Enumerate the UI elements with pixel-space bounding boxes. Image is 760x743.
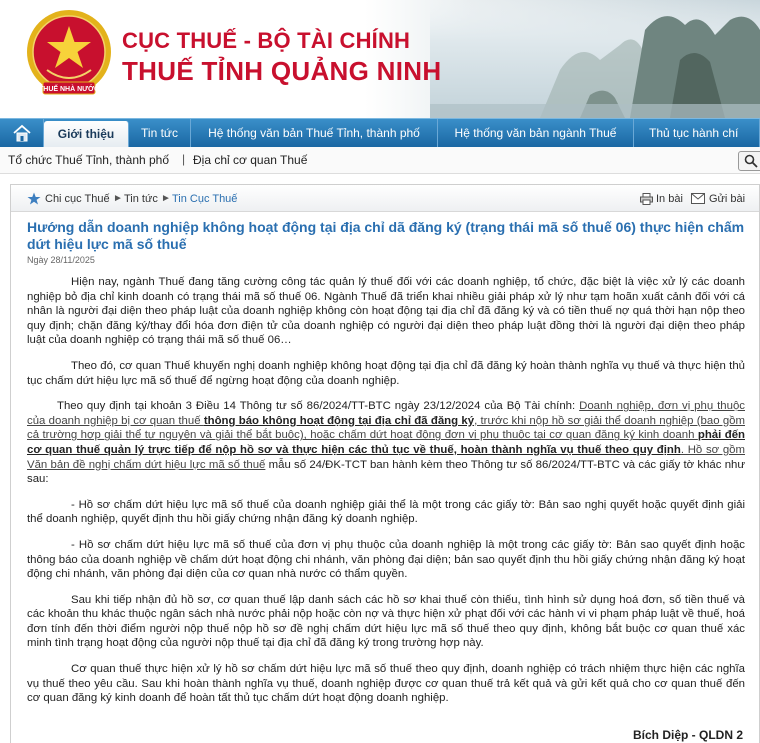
send-link[interactable]: Gửi bài bbox=[709, 193, 746, 205]
article-title: Hướng dẫn doanh nghiệp không hoạt động tại địa chỉ dã đăng ký (trạng thái mã số thuế 06) thực hiện chấm dứt hiệu lực mã số thuế bbox=[27, 219, 745, 252]
subnav-item-to-chuc[interactable]: Tổ chức Thuế Tỉnh, thành phố bbox=[8, 153, 170, 167]
breadcrumb-arrow-icon: ► bbox=[113, 193, 123, 204]
home-icon bbox=[12, 124, 32, 142]
svg-text:THUẾ NHÀ NƯỚC: THUẾ NHÀ NƯỚC bbox=[39, 86, 99, 93]
breadcrumb-arrow-icon: ► bbox=[161, 193, 171, 204]
article-signature: Bích Diệp - QLDN 2 bbox=[632, 728, 743, 742]
ha-long-bay-scenery-image bbox=[430, 0, 760, 118]
paragraph-7: Cơ quan thuế thực hiện xử lý hồ sơ chấm dứt hiệu lực mã số thuế theo quy định, doanh nghiệp có trách nhiệm thực hiện các nghĩa vụ thuế theo yêu cầu. Sau khi hoàn thành nghĩa vụ thuế, doanh nghiệp được cơ quan thuế trả kết quả và gửi kết quả cho cơ quan thuế đến cơ quan đăng ký kinh doanh để hoàn tất thủ tục chấm dứt hoạt động doanh nghiệp. bbox=[27, 663, 745, 705]
header-banner bbox=[0, 0, 760, 118]
search-icon bbox=[744, 154, 758, 168]
paragraph-4: - Hồ sơ chấm dứt hiệu lực mã số thuế của doanh nghiệp giải thể là một trong các giấy tờ: Bản sao nghị quyết hoặc quyết định giải thể doanh nghiệp, quyết định thu hồi giấy chứng nhận đăng ký doanh nghiệp. bbox=[27, 498, 745, 526]
search-button[interactable] bbox=[738, 151, 760, 171]
nav-tab-tin-tuc[interactable]: Tin tức bbox=[129, 119, 191, 147]
print-link[interactable]: In bài bbox=[656, 193, 683, 205]
org-name-line1: CỤC THUẾ - BỘ TÀI CHÍNH bbox=[122, 28, 411, 53]
paragraph-6: Sau khi tiếp nhận đủ hồ sơ, cơ quan thuế lập danh sách các hồ sơ khai thuế còn thiếu, tình hình sử dụng hoá đơn, số tiền thuế và các khoản thu khác thuộc ngân sách nhà nước phải nộp hoặc còn nợ và thực hiện xử phạt đối với các hành vi vi phạm pháp luật về thuế, hoá đơn tính đến thời điểm người nộp thuế nộp hồ sơ đề nghị chấm dứt hiệu lực mã số thuế theo quy định, không bắt buộc cơ quan thuế xác minh tình trạng hoạt động của người nộp thuế tại địa chỉ đã đăng ký trong trường hợp này. bbox=[27, 593, 745, 650]
printer-icon[interactable] bbox=[640, 193, 653, 205]
tax-emblem-logo bbox=[25, 8, 113, 104]
breadcrumb-tin-cuc-thue[interactable]: Tin Cục Thuế bbox=[172, 193, 238, 205]
article-body bbox=[27, 275, 745, 717]
subnav-item-dia-chi[interactable]: Địa chỉ cơ quan Thuế bbox=[193, 153, 308, 167]
p3-quoted-bold-a[interactable]: thông báo không hoạt động tại địa chỉ đã đăng ký bbox=[203, 414, 475, 427]
star-icon bbox=[27, 192, 41, 205]
home-button[interactable] bbox=[0, 119, 44, 147]
nav-tab-gioi-thieu[interactable]: Giới thiệu bbox=[44, 121, 129, 147]
article-frame bbox=[10, 184, 760, 743]
org-name-line2: THUẾ TỈNH QUẢNG NINH bbox=[122, 56, 442, 86]
paragraph-5: - Hồ sơ chấm dứt hiệu lực mã số thuế của đơn vị phụ thuộc của doanh nghiệp là một trong các giấy tờ: Bản sao quyết định hoặc thông báo của doanh nghiệp về chấm dứt hoạt động chi nhánh, văn phòng đại diện; bản sao quyết định thu hồi giấy chứng nhận đăng ký hoạt động chi nhánh, văn phòng đại diện của cơ quan nhà nước có thẩm quyền. bbox=[27, 538, 745, 581]
breadcrumb-tin-tuc[interactable]: Tin tức bbox=[124, 193, 158, 205]
nav-tab-van-ban-tinh[interactable]: Hệ thống văn bản Thuế Tỉnh, thành phố bbox=[191, 119, 438, 147]
p3-quoted-link-a[interactable]: Doanh nghiệp, đơn vị phụ thuộc của doanh nghiệp bị cơ quan thuế bbox=[27, 400, 745, 427]
nav-tab-thu-tuc[interactable]: Thủ tục hành chí bbox=[634, 119, 760, 147]
sub-nav bbox=[0, 147, 760, 174]
nav-tab-van-ban-nganh[interactable]: Hệ thống văn bản ngành Thuế bbox=[438, 119, 634, 147]
p3-quoted-link-c[interactable]: . Hồ sơ gồm Văn bản đề nghị chấm dứt hiệu lực mã số thuế bbox=[27, 443, 745, 471]
p3-quoted-bold-b[interactable]: phải đến cơ quan thuế quản lý trực tiếp để nộp hồ sơ và thực hiện các thủ tục về thuế, hoàn thành nghĩa vụ thuế theo quy định bbox=[27, 429, 745, 456]
p3-quoted-link-b[interactable]: , trước khi nộp hồ sơ giải thể doanh nghiệp (bao gồm cả trường hợp giải thể tự nguyện và giải thể bắt buộc), hoặc chấm dứt hoạt động đơn vị phụ thuộc tại cơ quan đăng ký kinh doanh bbox=[27, 414, 745, 442]
article-date: Ngày 28/11/2025 bbox=[27, 255, 95, 265]
p3-lead: Theo quy định tại khoản 3 Điều 14 Thông tư số 86/2024/TT-BTC ngày 23/12/2024 của Bộ Tài chính: bbox=[57, 400, 580, 413]
main-nav bbox=[0, 118, 760, 147]
breadcrumb bbox=[11, 185, 759, 212]
email-icon[interactable] bbox=[691, 193, 705, 204]
paragraph-2: Theo đó, cơ quan Thuế khuyến nghị doanh nghiệp không hoạt động tại địa chỉ đã đăng ký hoàn thành nghĩa vụ thuế và thực hiện thủ tục chấm dứt hiệu lực mã số thuế để ngừng hoạt động của doanh nghiệp. bbox=[27, 359, 745, 387]
p3-tail: mẫu số 24/ĐK-TCT ban hành kèm theo Thông tư số 86/2024/TT-BTC và các giấy tờ khác như sau: bbox=[27, 458, 745, 486]
subnav-separator: | bbox=[182, 152, 186, 166]
paragraph-3 bbox=[27, 399, 745, 487]
breadcrumb-chi-cuc-thue[interactable]: Chi cục Thuế bbox=[45, 193, 110, 205]
paragraph-1: Hiện nay, ngành Thuế đang tăng cường công tác quản lý thuế đối với các doanh nghiệp, tổ chức, đặc biệt là việc xử lý các doanh nghiệp bỏ địa chỉ kinh doanh có trạng thái mã số thuế 06. Ngành Thuế đã triển khai nhiều giải pháp xử lý như tạm hoãn xuất cảnh đối với cá nhân là người đại diện theo pháp luật của doanh nghiệp không còn hoạt động tại địa chỉ đã đăng ký và có tiền thuế nợ quá thời hạn nộp theo quy định; chặn đăng ký/thay đổi hóa đơn điện tử của doanh nghiệp có người đại diện theo pháp luật đồng thời là người đại diện theo pháp luật của doanh nghiệp có trạng thái mã số thuế 06… bbox=[27, 276, 745, 347]
